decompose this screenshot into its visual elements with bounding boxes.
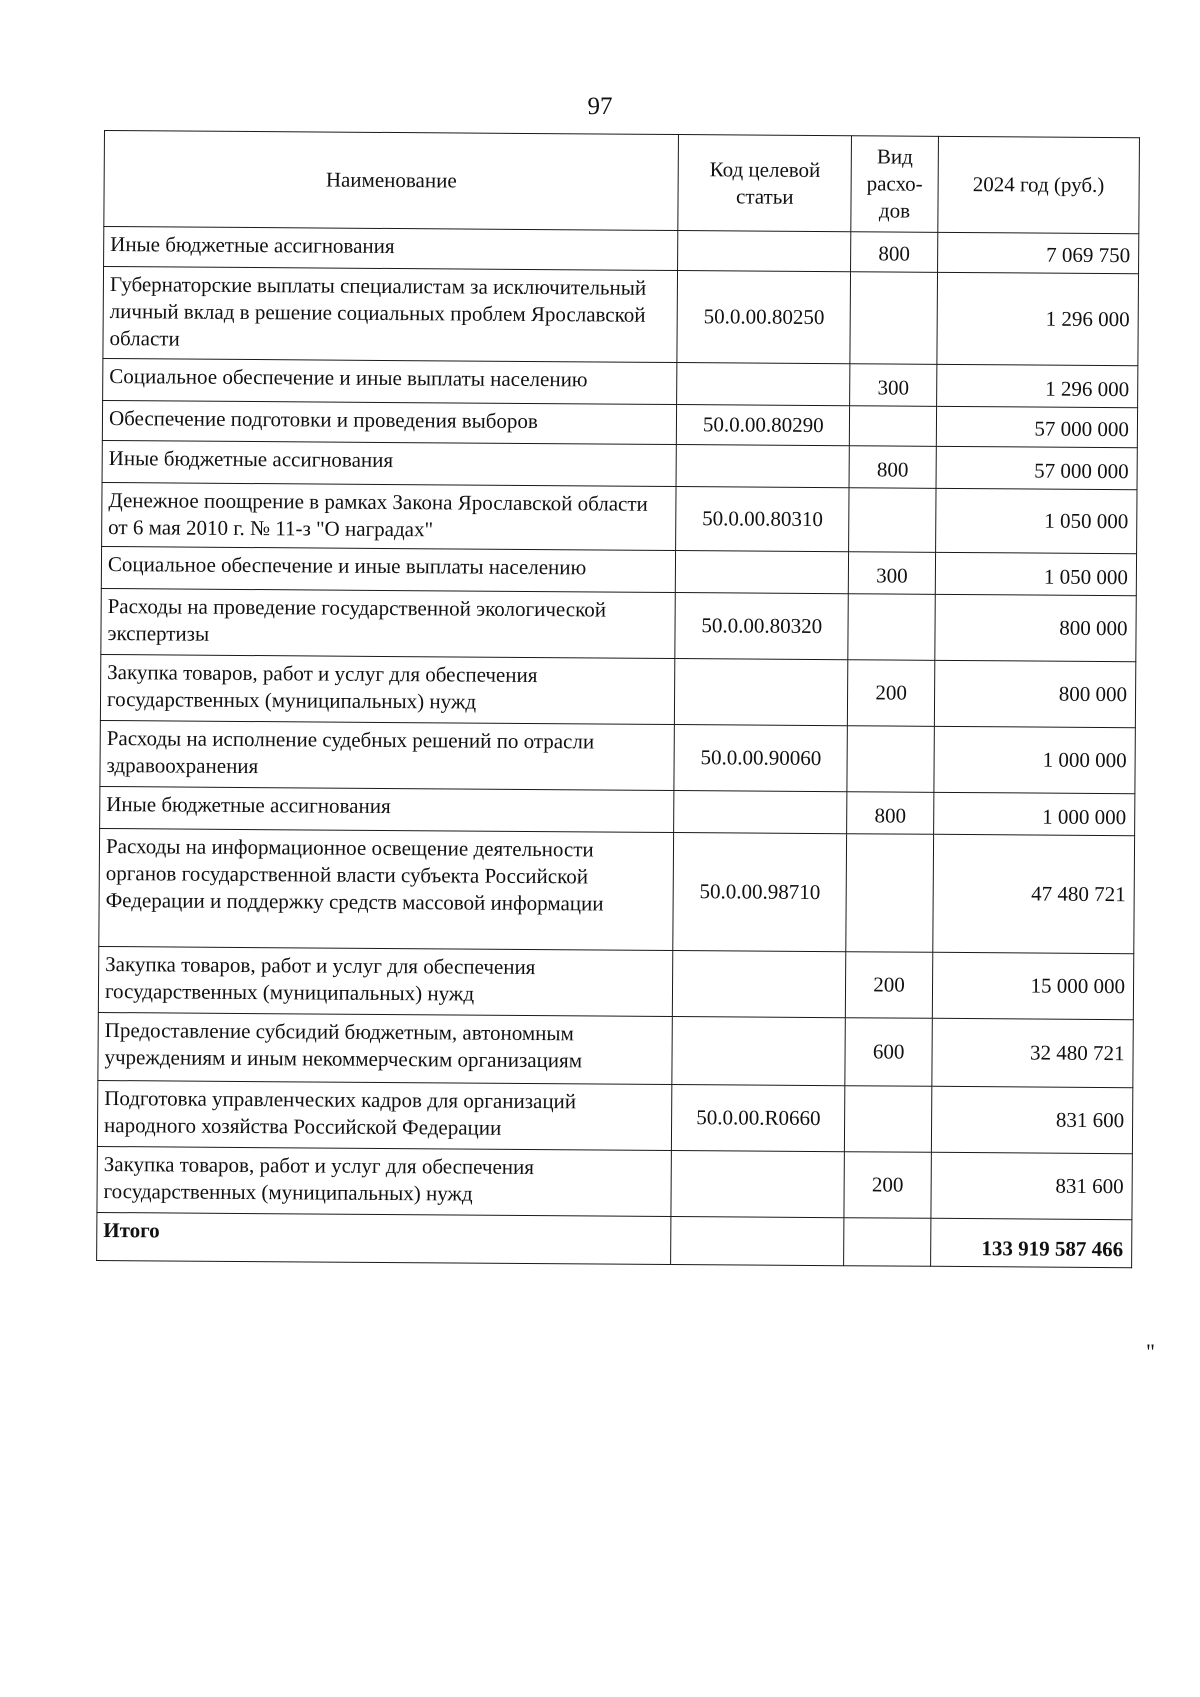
cell-name: Подготовка управленческих кадров для организаций народного хозяйства Российской Федерации — [97, 1080, 672, 1150]
cell-name: Денежное поощрение в рамках Закона Ярославской области от 6 мая 2010 г. № 11-з "О наградах" — [102, 482, 677, 550]
table-header-row — [104, 131, 1140, 234]
cell-code — [676, 445, 849, 488]
cell-code — [671, 1150, 844, 1217]
cell-amount: 1 000 000 — [933, 792, 1134, 835]
table-row — [102, 482, 1137, 553]
cell-kind: 200 — [846, 952, 933, 1019]
cell-amount: 57 000 000 — [936, 406, 1137, 447]
cell-kind — [846, 834, 933, 953]
table-row — [98, 946, 1133, 1019]
cell-amount: 1 050 000 — [935, 488, 1137, 553]
table-row — [103, 267, 1139, 366]
cell-code: 50.0.00.R0660 — [672, 1084, 845, 1151]
total-kind — [844, 1218, 931, 1267]
cell-kind — [849, 488, 936, 553]
cell-name: Предоставление субсидий бюджетным, автономным учреждениям и иным некоммерческим организациям — [98, 1012, 673, 1084]
table-row — [103, 358, 1138, 407]
cell-name: Иные бюджетные ассигнования — [100, 786, 675, 832]
table-row — [97, 1146, 1132, 1219]
budget-table — [96, 130, 1140, 1268]
cell-amount: 1 050 000 — [935, 552, 1136, 595]
cell-name: Социальное обеспечение и иные выплаты населению — [103, 358, 678, 404]
cell-kind — [845, 1086, 932, 1153]
cell-code — [678, 231, 851, 272]
cell-amount: 47 480 721 — [933, 834, 1135, 953]
cell-code — [674, 790, 847, 833]
cell-name: Обеспечение подготовки и проведения выборов — [102, 400, 677, 444]
table-row — [97, 1080, 1132, 1153]
cell-name: Губернаторские выплаты специалистам за исключительный личный вклад в решение социальных проблем Ярославской области — [103, 267, 678, 363]
table-body — [97, 227, 1139, 1268]
cell-code — [677, 363, 850, 406]
cell-code — [673, 950, 846, 1017]
cell-name: Расходы на проведение государственной экологической экспертизы — [101, 588, 676, 658]
cell-code: 50.0.00.80290 — [677, 405, 850, 446]
cell-amount: 1 000 000 — [934, 726, 1136, 793]
cell-kind — [848, 594, 935, 661]
cell-code: 50.0.00.80320 — [675, 593, 848, 660]
table-row — [99, 828, 1135, 953]
cell-amount: 831 600 — [931, 1152, 1133, 1219]
cell-name: Закупка товаров, работ и услуг для обеспечения государственных (муниципальных) нужд — [98, 946, 673, 1016]
cell-name: Социальное обеспечение и иные выплаты населению — [101, 546, 676, 592]
total-label: Итого — [97, 1212, 672, 1264]
cell-amount: 57 000 000 — [936, 446, 1137, 489]
cell-kind: 800 — [851, 232, 938, 273]
cell-kind: 300 — [849, 552, 936, 595]
closing-quote-mark: " — [1146, 1339, 1155, 1364]
cell-name: Закупка товаров, работ и услуг для обеспечения государственных (муниципальных) нужд — [97, 1146, 672, 1216]
cell-amount: 1 296 000 — [937, 272, 1139, 365]
table-row — [101, 588, 1136, 661]
cell-amount: 15 000 000 — [932, 952, 1134, 1019]
cell-kind: 300 — [850, 364, 937, 407]
cell-kind: 800 — [849, 446, 936, 489]
cell-name: Иные бюджетные ассигнования — [102, 440, 677, 486]
cell-kind: 200 — [844, 1152, 931, 1219]
cell-amount: 831 600 — [931, 1086, 1133, 1153]
cell-code: 50.0.00.98710 — [673, 832, 847, 951]
table-row — [101, 546, 1136, 595]
cell-name: Расходы на исполнение судебных решений по отрасли здравоохранения — [100, 720, 675, 790]
cell-amount: 7 069 750 — [937, 232, 1138, 273]
table-row — [100, 654, 1135, 727]
cell-code: 50.0.00.80310 — [676, 487, 849, 552]
header-code: Код целевой статьи — [678, 135, 852, 232]
cell-kind: 200 — [848, 660, 935, 727]
cell-kind — [847, 726, 934, 793]
table-row — [102, 440, 1137, 489]
table-row — [98, 1012, 1133, 1087]
cell-name: Закупка товаров, работ и услуг для обеспечения государственных (муниципальных) нужд — [100, 654, 675, 724]
cell-kind: 800 — [847, 792, 934, 835]
header-name: Наименование — [104, 131, 679, 231]
table-row — [100, 786, 1135, 835]
cell-name: Иные бюджетные ассигнования — [104, 227, 679, 271]
cell-code — [672, 1016, 846, 1085]
cell-amount: 800 000 — [935, 594, 1137, 661]
total-amount: 133 919 587 466 — [930, 1218, 1132, 1267]
total-code — [671, 1216, 844, 1265]
header-kind: Вид расхо-дов — [851, 136, 938, 233]
cell-name: Расходы на информационное освещение деятельности органов государственной власти субъекта Российской Федерации и поддержку средств массовой информации — [99, 828, 674, 950]
header-amount: 2024 год (руб.) — [938, 136, 1140, 233]
cell-kind — [850, 406, 937, 447]
page-number: 97 — [587, 93, 613, 120]
cell-amount: 32 480 721 — [932, 1018, 1134, 1087]
cell-code: 50.0.00.90060 — [674, 724, 847, 791]
table-row — [100, 720, 1135, 793]
cell-amount: 1 296 000 — [936, 364, 1137, 407]
cell-kind: 600 — [845, 1018, 932, 1087]
cell-code: 50.0.00.80250 — [677, 271, 851, 364]
cell-kind — [850, 272, 937, 365]
cell-code — [676, 551, 849, 594]
cell-code — [675, 658, 848, 725]
cell-amount: 800 000 — [934, 660, 1136, 727]
total-row — [97, 1212, 1132, 1267]
